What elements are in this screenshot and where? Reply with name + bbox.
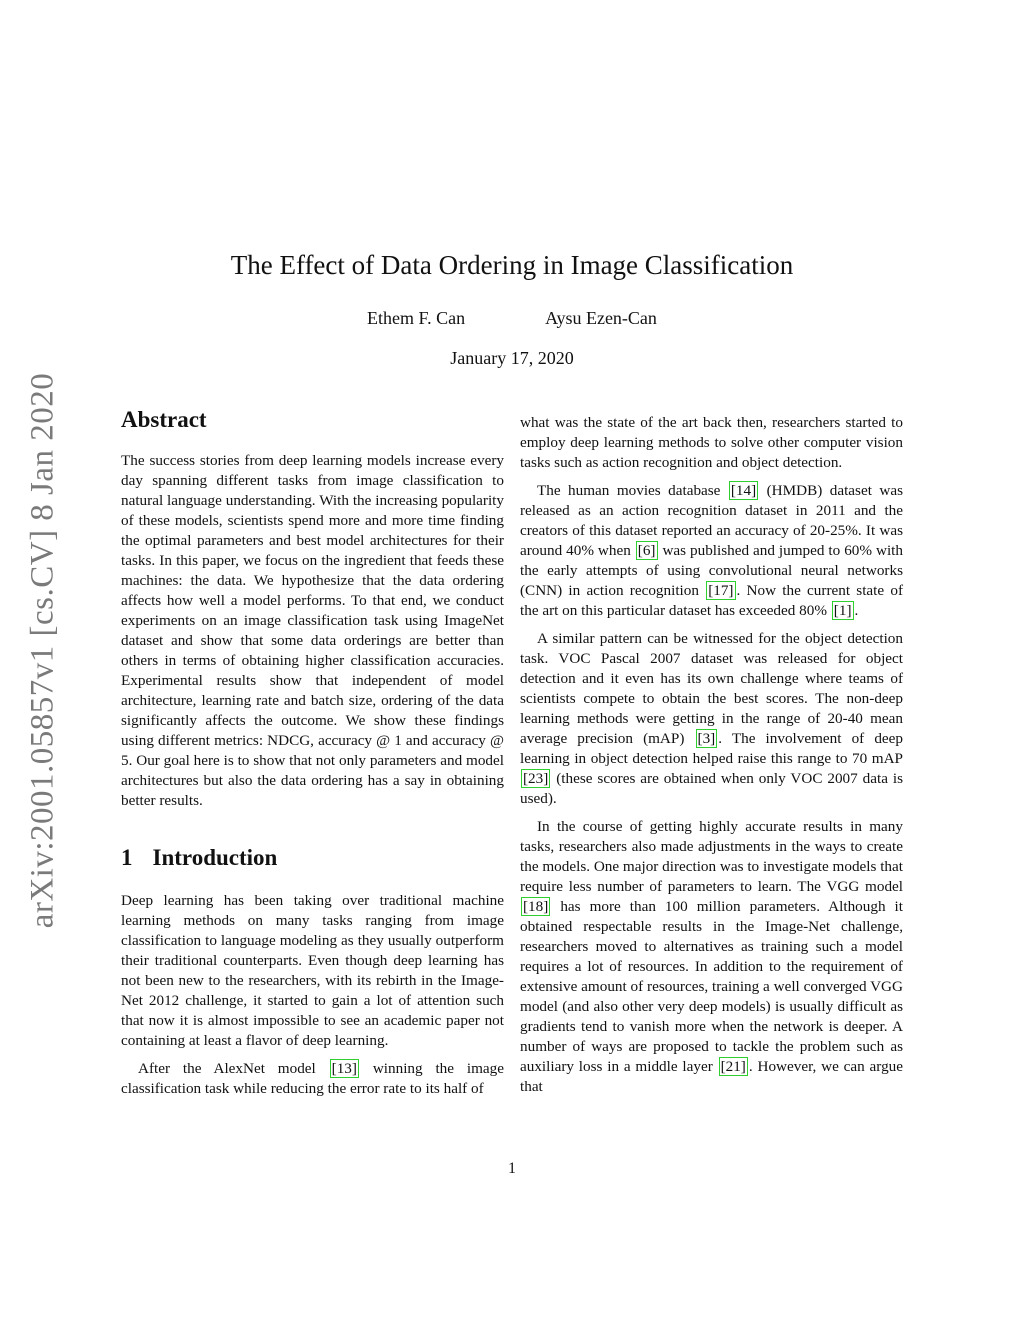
left-column xyxy=(121,405,504,1107)
citation-link[interactable]: [21] xyxy=(720,1058,746,1075)
body-paragraph: what was the state of the art back then, researchers started to employ deep learning methods to solve other computer vision tasks such as action recognition and object detection. xyxy=(520,414,903,471)
intro-paragraph xyxy=(121,1059,504,1099)
paragraph-text: A similar pattern can be witnessed for the object detection task. VOC Pascal 2007 dataset was released for object detection and it even has its own challenge where teams of scientists compete to obtain the best scores. The non-deep learning methods were getting in the range of 20-40 mean average precision (mAP) xyxy=(520,630,903,747)
citation-link[interactable]: [23] xyxy=(523,770,549,787)
paragraph-text: winning the image classification task while reducing the error rate to its half of xyxy=(121,1060,504,1097)
author-name: Ethem F. Can xyxy=(367,308,466,328)
intro-paragraph: Deep learning has been taking over traditional machine learning methods on many tasks ranging from image classification to language modeling as they usually outperform their traditional counterparts. Even though deep learning has not been new to the researchers, with its rebirth in the Image-Net 2012 challenge, it started to gain a lot of attention such that now it is almost impossible to see an academic paper not containing at least a flavor of deep learning. xyxy=(121,892,504,1049)
abstract-heading: Abstract xyxy=(121,407,207,432)
abstract-text: The success stories from deep learning models increase every day spanning different tasks from image classification to natural language understanding. With the increasing popularity of these models, scientists spend more and more time finding the optimal parameters and best model architectures for their tasks. In this paper, we focus on the ingredient that feeds these machines: the data. We hypothesize that the data ordering affects how well a model performs. To that end, we conduct experiments on an image classification task using ImageNet dataset and show that some data orderings are better than others in terms of obtaining higher classification accuracies. Experimental results show that independent of model architecture, learning rate and batch size, ordering of the data significantly affects the outcome. We show these findings using different metrics: NDCG, accuracy @ 1 and accuracy @ 5. Our goal here is to show that not only parameters and model architectures but also the data ordering has a say in obtaining better results. xyxy=(121,452,504,809)
paragraph-text: (HMDB) dataset was released as an action recognition dataset in 2011 and the creators of this dataset reported an accuracy of 20-25%. It was around 40% when xyxy=(520,482,903,559)
paragraph-text: . The involvement of deep learning in object detection helped raise this range to 70 mAP xyxy=(520,730,903,767)
page-number: 1 xyxy=(508,1160,516,1177)
paragraph-text: . However, we can argue that xyxy=(520,1058,903,1095)
paragraph-text: In the course of getting highly accurate results in many tasks, researchers also made adjustments in the ways to create the models. One major direction was to investigate models that require less number of parameters to learn. The VGG model xyxy=(520,818,903,895)
arxiv-identifier-text: arXiv:2001.05857v1 [cs.CV] 8 Jan 2020 xyxy=(24,372,61,928)
author-list xyxy=(0,308,1024,329)
paragraph-text: has more than 100 million parameters. Although it obtained respectable results in the Image-Net challenge, researchers moved to alternatives as training such a model requires a lot of resources. In addition to the requirement of extensive amount of resources, training a well converged VGG model (and also other very deep models) is usually difficult as gradients tend to vanish more when the network is deeper. A number of ways are proposed to tackle the problem such as auxiliary loss in a middle layer xyxy=(520,898,903,1075)
citation-link[interactable]: [1] xyxy=(833,602,852,619)
author-name: Aysu Ezen-Can xyxy=(545,308,657,328)
citation-link[interactable]: [14] xyxy=(730,482,757,499)
paper-title: The Effect of Data Ordering in Image Classification xyxy=(230,250,794,280)
section-heading-introduction xyxy=(121,843,504,873)
citation-link[interactable]: [13] xyxy=(331,1060,357,1077)
paragraph-text: . xyxy=(854,602,859,619)
citation-link[interactable]: [18] xyxy=(523,898,549,915)
section-title: Introduction xyxy=(152,845,278,870)
citation-link[interactable]: [6] xyxy=(637,542,656,559)
right-column xyxy=(520,413,903,1105)
arxiv-identifier-stamp xyxy=(5,370,81,930)
body-paragraph xyxy=(520,481,903,621)
citation-link[interactable]: [17] xyxy=(708,582,734,599)
publication-date: January 17, 2020 xyxy=(450,348,574,368)
paragraph-text: (these scores are obtained when only VOC 2007 data is used). xyxy=(520,770,903,807)
paragraph-text: After the AlexNet model xyxy=(138,1060,329,1077)
paragraph-text: The human movies database xyxy=(537,482,728,499)
body-paragraph xyxy=(520,629,903,809)
paragraph-text: was published and jumped to 60% with the early attempts of using convolutional neural networks (CNN) in action recognition xyxy=(520,542,903,599)
paragraph-text: . Now the current state of the art on this particular dataset has exceeded 80% xyxy=(520,582,903,619)
citation-link[interactable]: [3] xyxy=(697,730,716,747)
body-paragraph xyxy=(520,817,903,1097)
section-number: 1 xyxy=(121,845,133,870)
